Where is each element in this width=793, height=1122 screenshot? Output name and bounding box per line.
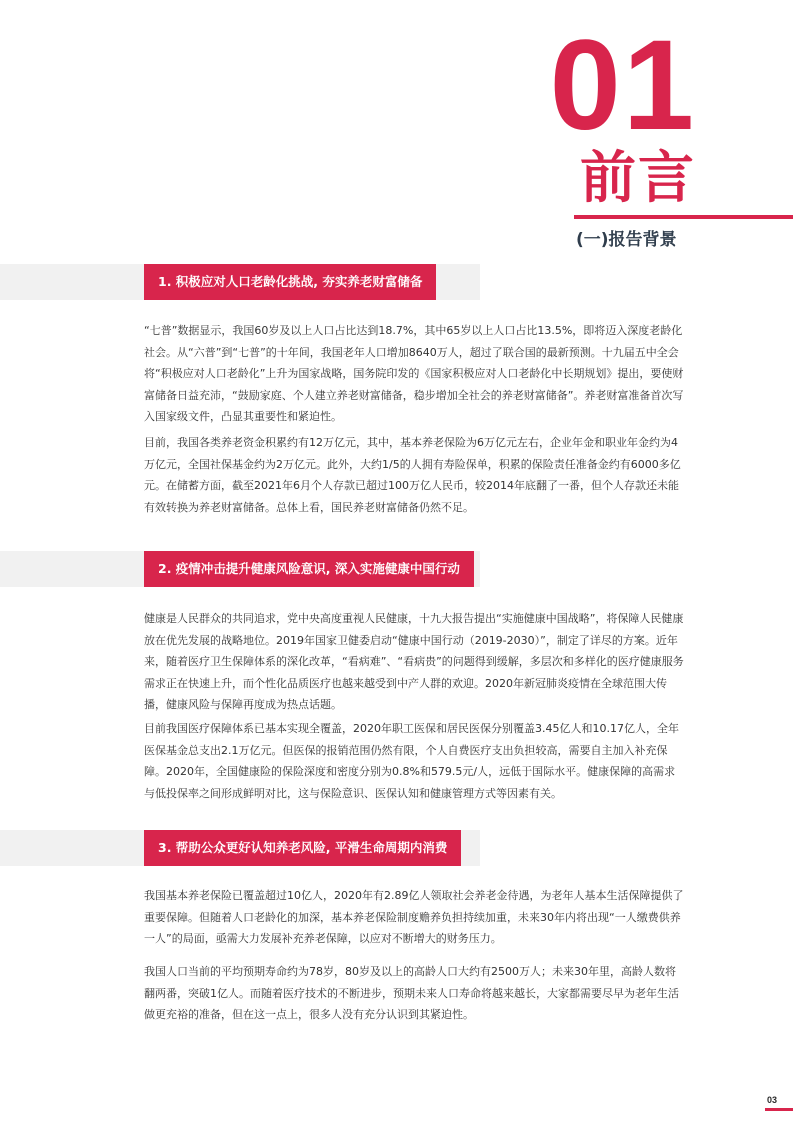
section-3-heading: 3. 帮助公众更好认知养老风险, 平滑生命周期内消费 bbox=[144, 830, 461, 866]
subsection-title: (一)报告背景 bbox=[576, 230, 677, 250]
chapter-number: 01 bbox=[549, 14, 696, 157]
section-1-paragraph-2: 目前，我国各类养老资金积累约有12万亿元，其中，基本养老保险为6万亿元左右，企业年金和职业年金约为4万亿元，全国社保基金约为2万亿元。此外，大约1/5的人拥有寿险保单，积累的保险责任准备金约有6000多亿元。在储蓄方面，截至2021年6月个人存款已超过100万亿人民币，较2014年底翻了一番，但个人存款还未能有效转换为养老财富储备。总体上看，国民养老财富储备仍然不足。 bbox=[144, 436, 681, 514]
chapter-title: 前言 bbox=[580, 146, 696, 211]
title-divider bbox=[574, 215, 793, 219]
page-number-rule bbox=[765, 1108, 793, 1111]
section-3-paragraph-1: 我国基本养老保险已覆盖超过10亿人，2020年有2.89亿人领取社会养老金待遇，为老年人基本生活保障提供了重要保障。但随着人口老龄化的加深，基本养老保险制度赡养负担持续加重，未来30年内将出现“一人缴费供养一人”的局面，亟需大力发展补充养老保障，以应对不断增大的财务压力。 bbox=[144, 889, 684, 945]
section-2-paragraph-2: 目前我国医疗保障体系已基本实现全覆盖，2020年职工医保和居民医保分别覆盖3.45亿人和10.17亿人，全年医保基金总支出2.1万亿元。但医保的报销范围仍然有限，个人自费医疗支出负担较高，需要自主加入补充保障。2020年，全国健康险的保险深度和密度分别为0.8%和579.5元/人，远低于国际水平。健康保障的高需求与低投保率之间形成鲜明对比，这与保险意识、医保认知和健康管理方式等因素有关。 bbox=[144, 722, 679, 800]
section-2-paragraph-1: 健康是人民群众的共同追求，党中央高度重视人民健康，十九大报告提出“实施健康中国战略”，将保障人民健康放在优先发展的战略地位。2019年国家卫健委启动“健康中国行动（2019-2030）”，制定了详尽的方案。近年来，随着医疗卫生保障体系的深化改革，“看病难”、“看病贵”的问题得到缓解，多层次和多样化的医疗健康服务需求正在快速上升，而个性化品质医疗也越来越受到中产人群的欢迎。2020年新冠肺炎疫情在全球范围大传播，健康风险与保障再度成为热点话题。 bbox=[144, 612, 684, 711]
section-1-heading: 1. 积极应对人口老龄化挑战, 夯实养老财富储备 bbox=[144, 264, 436, 300]
section-3-paragraph-2: 我国人口当前的平均预期寿命约为78岁，80岁及以上的高龄人口大约有2500万人；未来30年里，高龄人数将翻两番，突破1亿人。而随着医疗技术的不断进步，预期未来人口寿命将越来越长，大家都需要尽早为老年生活做更充裕的准备，但在这一点上，很多人没有充分认识到其紧迫性。 bbox=[144, 965, 679, 1021]
page-number: 03 bbox=[767, 1095, 778, 1105]
section-2-heading: 2. 疫情冲击提升健康风险意识, 深入实施健康中国行动 bbox=[144, 551, 474, 587]
section-1-paragraph-1: “七普”数据显示，我国60岁及以上人口占比达到18.7%，其中65岁以上人口占比13.5%，即将迈入深度老龄化社会。从“六普”到“七普”的十年间，我国老年人口增加8640万人，超过了联合国的最新预测。十九届五中全会将“积极应对人口老龄化”上升为国家战略，国务院印发的《国家积极应对人口老龄化中长期规划》提出，要使财富储备日益充沛，“鼓励家庭、个人建立养老财富储备，稳步增加全社会的养老财富储备”。养老财富准备首次写入国家级文件，凸显其重要性和紧迫性。 bbox=[144, 324, 684, 423]
